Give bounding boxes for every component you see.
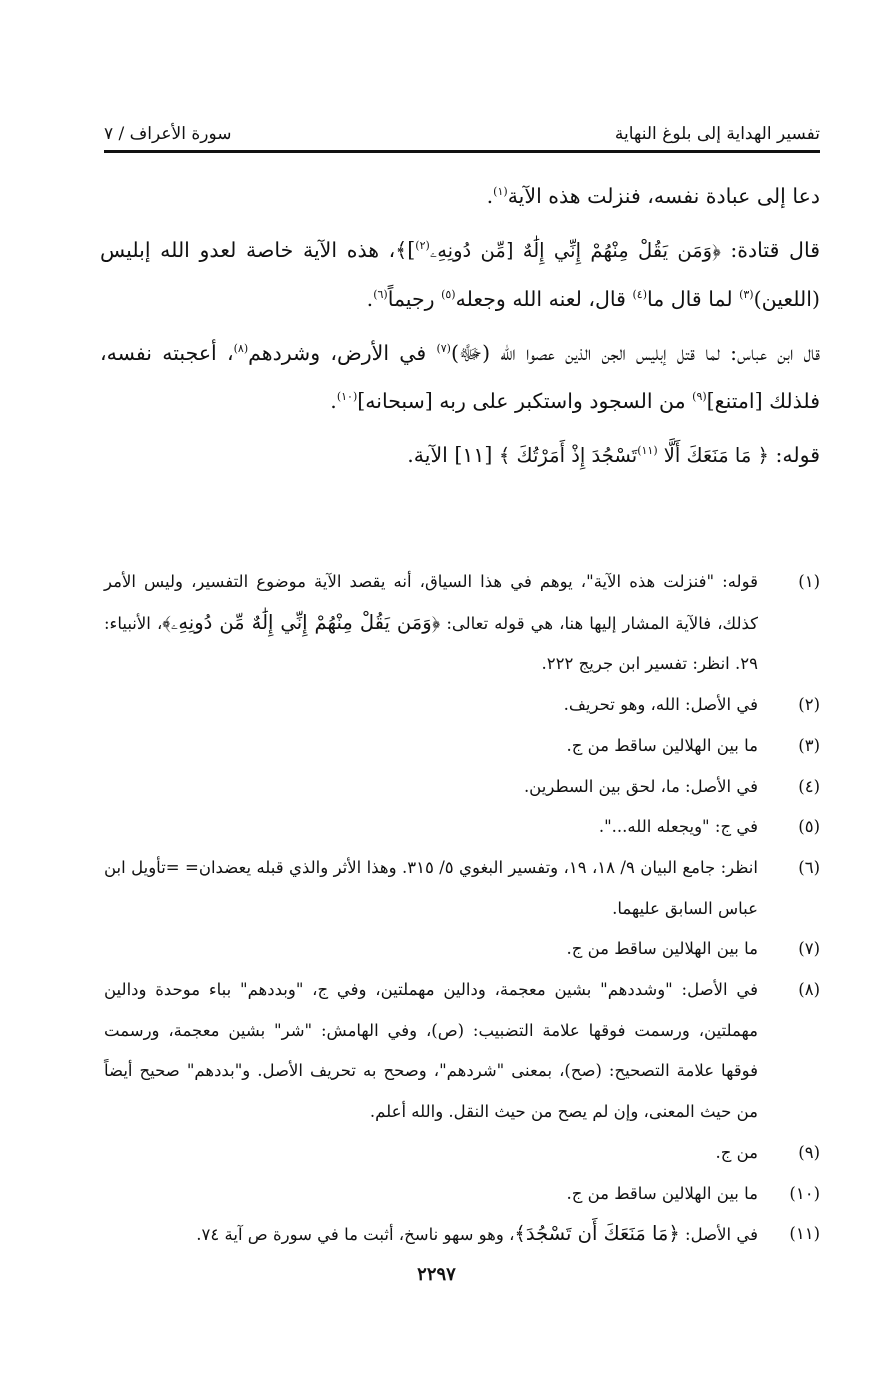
paragraph-3: قال ابن عباس: لما قتل إبليس الجن الذين عصوا الله (ﷻ)$^{(٧)}$ في الأرض، وشردهم$^{(٨)}$، أعجبته نفسه، فلذلك [امتنع]$^{(٩)}$ من السجود واستكبر على ربه [سبحانه]$^{(١٠)}$.: [100, 341, 820, 413]
paragraph-1: دعا إلى عبادة نفسه، فنزلت هذه الآية$^{(١)}$.: [486, 184, 820, 208]
running-header: [104, 108, 820, 144]
footnote-marker: (٤): [632, 288, 648, 302]
footnote-marker: (٧): [436, 342, 451, 356]
footnote-marker: (٢): [415, 239, 430, 253]
footnote-marker: (٦): [373, 288, 388, 302]
header-rule: [104, 150, 820, 153]
footnote-text-part: ما بين الهلالين ساقط من ج.: [566, 939, 758, 959]
footnote-text-part: في الأصل: ما، لحق بين السطرين.: [523, 776, 758, 796]
footnote-text: [104, 726, 758, 767]
footnote-text-part: ما بين الهلالين ساقط من ج.: [566, 735, 758, 755]
footnotes: [104, 562, 820, 1256]
footnote-text-part: في الأصل: الله، وهو تحريف.: [563, 695, 758, 715]
quran-quote: ﴿وَمَن يَقُلْ مِنْهُمْ إِنِّي إِلَٰهٌ مِّن دُونِهِۦ﴾: [162, 610, 441, 634]
footnote-text-part: في ج: "ويجعله الله...".: [598, 817, 758, 837]
footnote-item: [104, 807, 820, 848]
footnote-item: [104, 1214, 820, 1256]
footnote-item: [104, 562, 820, 685]
main-text: [100, 172, 820, 480]
footnote-text: [104, 807, 758, 848]
footnote-text: [104, 848, 758, 929]
quran-quote: ﴿مَا مَنَعَكَ أَن تَسْجُدَ﴾: [514, 1222, 680, 1246]
footnote-text: [104, 767, 758, 808]
footnote-marker: (٨): [233, 342, 249, 356]
footnote-number: (٣): [798, 735, 820, 755]
footnote-text: [104, 562, 758, 685]
surah-reference: سورة الأعراف / ٧: [104, 124, 232, 144]
footnote-text: [104, 685, 758, 726]
footnote-text-part: ما بين الهلالين ساقط من ج.: [566, 1183, 758, 1203]
book-title: تفسير الهداية إلى بلوغ النهاية: [614, 124, 820, 144]
footnote-number: (٦): [798, 857, 820, 877]
footnote-number: (٥): [798, 817, 820, 837]
quran-quote: تَسْجُدَ إِذْ أَمَرْتُكَ ﴾: [498, 444, 638, 467]
paragraph-4: قوله: ﴿ مَا مَنَعَكَ أَلَّا $^{(١١)}$تَسْجُدَ إِذْ أَمَرْتُكَ ﴾ [١١] الآية.: [407, 443, 820, 467]
footnote-item: [104, 726, 820, 767]
footnote-text: [104, 1133, 758, 1174]
footnote-marker: (٩): [692, 390, 707, 404]
page-number: ٢٢٩٧: [417, 1264, 456, 1285]
footnote-number: (٤): [798, 776, 820, 796]
footnote-marker: (١): [493, 185, 508, 199]
footnote-text-part: انظر: جامع البيان ٩/ ١٨، ١٩، وتفسير البغوي ٥/ ٣١٥. وهذا الأثر والذي قبله يعضدان= =تأويل ابن عباس السابق عليهما.: [104, 857, 758, 918]
footnote-number: (١٠): [789, 1183, 820, 1203]
footnote-text: [104, 1214, 758, 1256]
footnote-marker: (٣): [739, 288, 754, 302]
footnote-item: [104, 685, 820, 726]
footnote-number: (١١): [789, 1224, 820, 1244]
quran-quote: ﴿وَمَن يَقُلْ مِنْهُمْ إِنِّي إِلَٰهٌ [مِّن دُونِهِۦ: [429, 239, 721, 262]
footnote-number: (٨): [798, 980, 820, 1000]
footnote-marker: (١١): [637, 444, 658, 458]
footnote-number: (١): [798, 572, 820, 591]
footnote-item: [104, 929, 820, 970]
footnote-number: (٢): [798, 695, 820, 715]
footnote-text-part: من ج.: [715, 1142, 758, 1162]
footnote-text-part: ، وهو سهو ناسخ، أثبت ما في سورة ص آية ٧٤.: [196, 1225, 515, 1245]
footnote-marker: (١٠): [336, 390, 358, 404]
footnote-text-part: ، الأنبياء: ٢٩. انظر: تفسير ابن جريج ٢٢٢.: [104, 613, 758, 674]
footnote-number: (٩): [798, 1142, 820, 1162]
quran-quote: ﴿ مَا مَنَعَكَ أَلَّا: [657, 444, 769, 467]
footnote-text: [104, 929, 758, 970]
footnote-text: [104, 970, 758, 1133]
footnote-number: (٧): [798, 939, 820, 959]
footnote-item: [104, 1133, 820, 1174]
footnote-item: [104, 1174, 820, 1215]
footnote-text-part: في الأصل:: [679, 1225, 758, 1245]
footnote-item: [104, 848, 820, 929]
footnote-text-part: في الأصل: "وشددهم" بشين معجمة، ودالين مهملتين، وفي ج، "وبددهم" بباء موحدة ودالين مهملتين، ورسمت فوقها علامة التضبيب: (ص)، وفي الهامش: "شر" بشين معجمة، ورسمت فوقها علامة التصحيح: (صح)، بمعنى "شردهم"، وصحح به تحريف الأصل. و"بددهم" صحيح أيضاً من حيث المعنى، وإن لم يصح من حيث النقل. والله أعلم.: [104, 980, 758, 1122]
footnote-item: [104, 970, 820, 1133]
footnote-marker: (٥): [441, 288, 456, 302]
paragraph-2: قال قتادة: ﴿وَمَن يَقُلْ مِنْهُمْ إِنِّي إِلَٰهٌ [مِّن دُونِهِۦ$^{(٢)}$]﴾، هذه الآية خاصة لعدو الله إبليس (اللعين)$^{(٣)}$ لما قال ما$^{(٤)}$ قال، لعنه الله وجعله$^{(٥)}$ رجيماً$^{(٦)}$.: [100, 238, 820, 311]
footnote-text: [104, 1174, 758, 1215]
footnote-text-part: قوله: "فنزلت هذه الآية"، يوهم في هذا السياق، أنه يقصد الآية موضوع التفسير، وليس الأمر كذلك، فالآية المشار إليها هنا، هي قوله تعالى:: [104, 572, 759, 633]
footnote-item: [104, 767, 820, 808]
